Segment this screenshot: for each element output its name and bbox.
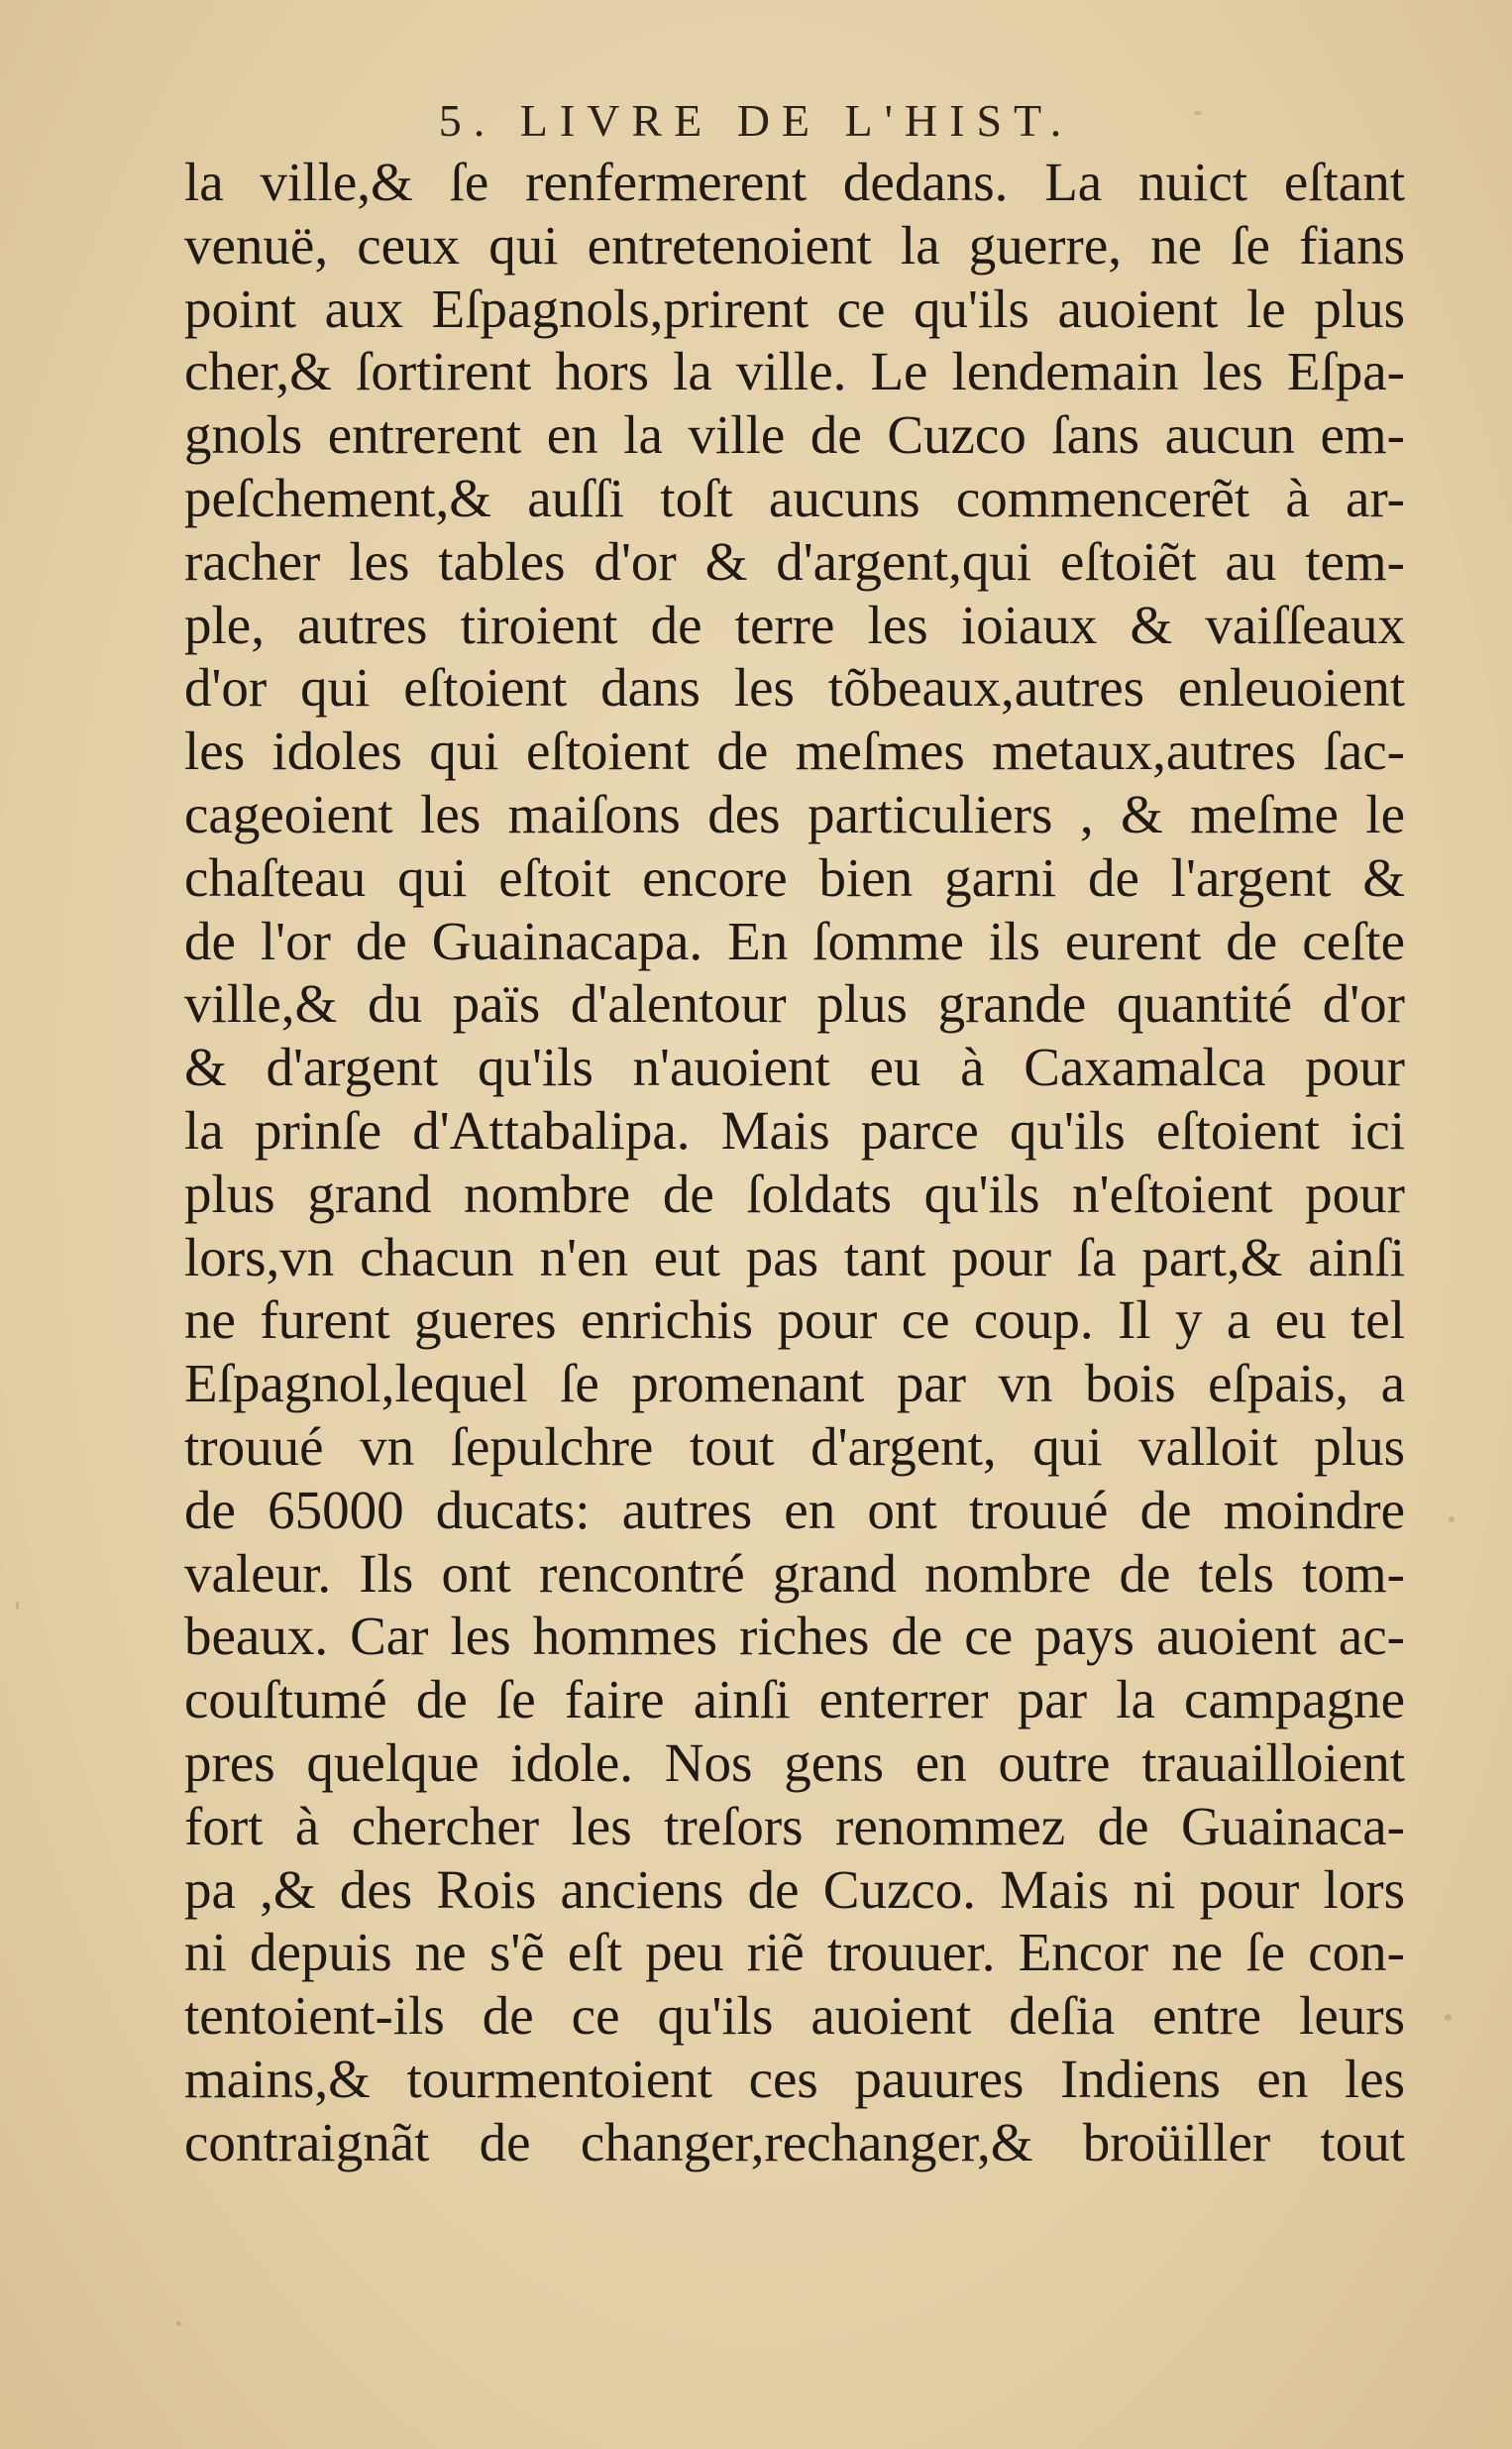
paper-speck [176,2321,181,2326]
text-line: de 65000 ducats: autres en ont trouué de moindre [184,1479,1405,1540]
text-line: mains,& tourmentoient ces pauures Indiens en les [184,2048,1405,2109]
text-line: les idoles qui eſtoient de meſmes metaux,autres ſac- [184,721,1405,782]
text-line: pa ,& des Rois anciens de Cuzco. Mais ni pour lors [184,1858,1405,1920]
text-line: Eſpagnol,lequel ſe promenant par vn bois eſpais, a [184,1353,1405,1414]
text-line: d'or qui eſtoient dans les tõbeaux,autres enleuoient [184,657,1405,719]
text-line: cageoient les maiſons des particuliers , & meſme le [184,783,1405,844]
text-line: plus grand nombre de ſoldats qu'ils n'eſtoient pour [184,1163,1405,1224]
running-head: 5. LIVRE DE L'HIST. [438,95,1074,146]
text-line: couſtumé de ſe faire ainſi enterrer par la campagne [184,1669,1405,1730]
paper-speck [1449,1516,1455,1522]
body-text [184,151,1405,2174]
text-line: chaſteau qui eſtoit encore bien garni de l'argent & [184,846,1405,908]
text-line: ville,& du païs d'alentour plus grande quantité d'or [184,973,1405,1035]
paper-speck [1445,2014,1452,2021]
text-line: tentoient-ils de ce qu'ils auoient deſia entre leurs [184,1985,1405,2047]
text-line: ni depuis ne s'ẽ eſt peu riẽ trouuer. Encor ne ſe con- [184,1922,1405,1983]
paper-speck [1194,111,1202,115]
text-line: trouué vn ſepulchre tout d'argent, qui valloit plus [184,1415,1405,1477]
text-line: & d'argent qu'ils n'auoient eu à Caxamalca pour [184,1037,1405,1098]
text-line: la ville,& ſe renfermerent dedans. La nuict eſtant [184,152,1405,212]
text-line: lors,vn chacun n'en eut pas tant pour ſa part,& ainſi [184,1226,1405,1287]
text-line: pres quelque idole. Nos gens en outre trauailloient [184,1731,1405,1793]
text-line: cher,& ſortirent hors la ville. Le lendemain les Eſpa- [184,341,1405,402]
text-line: de l'or de Guainacapa. En ſomme ils eurent de ceſte [184,910,1405,971]
text-line: peſchement,& auſſi toſt aucuns commencerẽt à ar- [184,467,1405,528]
text-line: racher les tables d'or & d'argent,qui eſtoiẽt au tem- [184,530,1405,592]
text-line: venuë, ceux qui entretenoient la guerre, ne ſe fians [184,214,1405,276]
text-line: la prinſe d'Attabalipa. Mais parce qu'ils eſtoient ici [184,1099,1405,1161]
text-line: valeur. Ils ont rencontré grand nombre de tels tom- [184,1542,1405,1604]
text-line: beaux. Car les hommes riches de ce pays auoient ac- [184,1606,1405,1667]
paper-speck [16,1601,19,1611]
text-line: contraignãt de changer,rechanger,& broüiller tout [184,2111,1405,2172]
text-line: point aux Eſpagnols,prirent ce qu'ils auoient le plus [184,278,1405,339]
text-line: fort à chercher les treſors renommez de Guainaca- [184,1795,1405,1856]
text-line: ple, autres tiroient de terre les ioiaux & vaiſſeaux [184,594,1405,655]
text-line: ne furent gueres enrichis pour ce coup. Il y a eu tel [184,1289,1405,1351]
text-line: gnols entrerent en la ville de Cuzco ſans aucun em- [184,404,1405,466]
